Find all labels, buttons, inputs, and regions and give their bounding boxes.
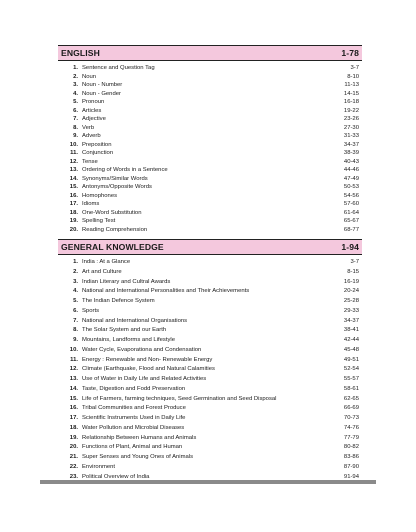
entry-pages: 38-41 [343,327,359,334]
contents-row [58,443,362,453]
general-knowledge-contents-list [58,258,362,482]
entry-number: 6. [73,107,78,114]
contents-row [58,141,362,150]
entry-pages: 23-26 [343,116,359,122]
contents-row [58,404,362,414]
entry-number: 18. [69,424,78,431]
entry-pages: 29-33 [343,307,359,314]
contents-row [58,73,362,82]
entry-pages: 61-64 [343,209,359,216]
contents-row [58,356,362,366]
entry-number: 14. [69,385,78,392]
entry-pages: 11-13 [344,82,359,88]
entry-number: 19. [69,218,78,224]
contents-row [58,200,362,209]
entry-title: Noun - Gender [82,90,121,97]
entry-title: Synonyms/Similar Words [82,175,148,182]
entry-number: 6. [73,307,78,314]
bottom-rule [40,480,376,484]
entry-pages: 87-90 [343,463,359,470]
entry-title: Preposition [82,141,112,148]
entry-title: Idioms [82,201,100,207]
entry-number: 13. [69,167,78,173]
entry-title: Functions of Plant, Animal and Human [82,444,183,451]
entry-title: Taste, Digestion and Fodd Preservation [82,385,186,392]
entry-pages: 3-7 [350,259,359,265]
entry-pages: 25-28 [343,298,359,304]
entry-title: National and International Personalities and Their Achievements [82,288,250,295]
entry-number: 2. [73,268,78,275]
entry-title: National and International Organisations [82,317,188,324]
entry-title: Noun [82,73,97,80]
entry-number: 15. [69,395,78,402]
contents-row [58,175,362,184]
contents-row [58,90,362,99]
entry-pages: 16-18 [343,99,359,105]
general-knowledge-header [58,239,362,255]
contents-row [58,81,362,90]
entry-number: 22. [69,463,78,470]
contents-row [58,385,362,395]
entry-number: 8. [73,124,78,131]
entry-number: 18. [69,209,78,216]
entry-title: Noun - Number [82,82,123,88]
entry-number: 17. [69,201,78,207]
entry-number: 5. [73,298,78,304]
entry-pages: 58-61 [343,385,359,392]
entry-number: 23. [69,473,78,480]
entry-pages: 40-43 [343,158,359,165]
english-header [58,45,362,61]
contents-row [58,395,362,405]
entry-pages: 55-57 [343,376,359,382]
contents-row [58,414,362,424]
entry-title: Life of Farmers, farming techniques, Seed Germination and Seed Disposal [82,395,277,402]
entry-pages: 27-30 [343,124,359,131]
entry-number: 16. [69,192,78,199]
entry-title: Verb [82,124,95,131]
entry-title: Art and Culture [82,268,122,275]
contents-row [58,463,362,473]
entry-pages: 3-7 [350,65,359,71]
entry-number: 9. [73,337,78,343]
entry-title: The Solar System and our Earth [82,327,167,334]
entry-pages: 65-67 [343,218,359,224]
entry-pages: 80-82 [343,444,359,451]
entry-pages: 16-19 [343,278,359,285]
entry-title: Environment [82,463,116,470]
entry-title: Relationship Between Humans and Animals [82,434,197,441]
entry-pages: 34-37 [343,317,359,324]
entry-number: 7. [73,317,78,324]
contents-row [58,226,362,235]
english-contents-list [58,64,362,234]
entry-pages: 57-60 [343,201,359,207]
contents-row [58,192,362,201]
entry-pages: 83-86 [343,454,359,460]
entry-pages: 50-53 [343,184,359,190]
entry-number: 1. [73,65,78,71]
entry-pages: 44-46 [343,167,359,173]
entry-number: 14. [69,175,78,182]
contents-row [58,166,362,175]
entry-title: Super Senses and Young Ones of Animals [82,454,194,460]
entry-number: 17. [69,415,78,421]
english-header-title: ENGLISH [61,48,100,58]
contents-row [58,453,362,463]
entry-pages: 52-54 [343,366,359,373]
entry-title: Energy : Renewable and Non- Renewable Energy [82,356,213,363]
entry-title: One-Word Substitution [82,209,142,216]
contents-row [58,217,362,226]
entry-title: Scientific Instruments Used in Daily Life [82,415,186,421]
entry-pages: 91-94 [343,473,359,480]
general-knowledge-header-title: GENERAL KNOWLEDGE [61,242,164,252]
entry-number: 2. [73,73,78,80]
entry-number: 19. [69,434,78,441]
contents-row [58,64,362,73]
entry-pages: 14-15 [343,90,359,97]
entry-pages: 68-77 [343,226,359,233]
entry-number: 12. [69,158,78,165]
entry-number: 5. [73,99,78,105]
entry-title: Water Pollution and Microbial Diseases [82,424,185,431]
entry-pages: 31-33 [343,133,359,139]
entry-pages: 42-44 [343,337,359,343]
entry-pages: 38-39 [343,150,359,156]
entry-pages: 49-51 [343,356,359,363]
contents-row [58,158,362,167]
entry-title: Mountains, Landforms and Lifestyle [82,337,175,343]
entry-title: Use of Water in Daily Life and Related Activities [82,376,207,382]
entry-title: Pronoun [82,99,105,105]
contents-row [58,346,362,356]
entry-title: Homophones [82,192,118,199]
contents-row [58,149,362,158]
entry-number: 10. [69,141,78,148]
entry-title: Indian Literary and Cultral Awards [82,278,171,285]
entry-number: 10. [69,346,78,353]
contents-row [58,365,362,375]
entry-number: 15. [69,184,78,190]
entry-number: 12. [69,366,78,373]
entry-pages: 77-79 [343,434,359,441]
entry-title: Water Cycle, Evaporationa and Condensation [82,346,202,353]
contents-row [58,258,362,268]
entry-number: 9. [73,133,78,139]
entry-pages: 19-22 [343,107,359,114]
entry-title: Sentence and Question Tag [82,65,155,71]
contents-row [58,209,362,218]
contents-row [58,336,362,346]
entry-pages: 8-15 [347,268,359,275]
contents-row [58,132,362,141]
contents-row [58,115,362,124]
contents-row [58,307,362,317]
contents-row [58,268,362,278]
contents-row [58,424,362,434]
contents-row [58,278,362,288]
contents-row [58,98,362,107]
contents-row [58,124,362,133]
entry-number: 13. [69,376,78,382]
entry-number: 8. [73,327,78,334]
entry-pages: 74-76 [343,424,359,431]
entry-number: 4. [73,90,78,97]
entry-pages: 62-65 [343,395,359,402]
entry-number: 20. [69,444,78,451]
entry-number: 1. [73,259,78,265]
entry-title: Adjective [82,116,106,122]
entry-title: Reading Comprehension [82,226,148,233]
entry-title: Articles [82,107,102,114]
contents-row [58,297,362,307]
entry-title: Sports [82,307,100,314]
entry-pages: 70-73 [343,415,359,421]
entry-title: Conjunction [82,150,114,156]
contents-row [58,375,362,385]
entry-number: 20. [69,226,78,233]
entry-pages: 47-49 [343,175,359,182]
entry-number: 11. [70,150,78,156]
entry-pages: 66-69 [343,405,359,412]
entry-number: 7. [73,116,78,122]
entry-title: Climate (Earthquake, Flood and Natural Calamities [82,366,215,373]
entry-pages: 20-24 [343,288,359,295]
contents-row [58,317,362,327]
entry-pages: 8-10 [347,73,359,80]
contents-row [58,107,362,116]
entry-pages: 34-37 [343,141,359,148]
entry-number: 16. [69,405,78,412]
contents-row [58,434,362,444]
entry-title: Tribal Communities and Forest Produce [82,405,186,412]
entry-title: Political Overview of India [82,473,150,480]
entry-title: Ordering of Words in a Sentence [82,167,168,173]
general-knowledge-section [58,239,362,482]
contents-row [58,326,362,336]
entry-number: 11. [70,356,78,363]
entry-title: Antonyms/Opposite Words [82,184,152,190]
entry-title: India : At a Glance [82,259,131,265]
english-section [58,45,362,234]
entry-title: Spelling Test [82,218,116,224]
entry-pages: 45-48 [343,346,359,353]
english-header-range: 1-78 [341,48,359,58]
entry-number: 3. [73,278,78,285]
entry-number: 3. [73,82,78,88]
contents-row [58,183,362,192]
entry-number: 4. [73,288,78,295]
entry-title: Tense [82,158,98,165]
entry-number: 21. [69,454,78,460]
general-knowledge-header-range: 1-94 [341,242,359,252]
entry-title: Adverb [82,133,101,139]
entry-title: The Indian Defence System [82,298,155,304]
contents-row [58,287,362,297]
entry-pages: 54-56 [343,192,359,199]
